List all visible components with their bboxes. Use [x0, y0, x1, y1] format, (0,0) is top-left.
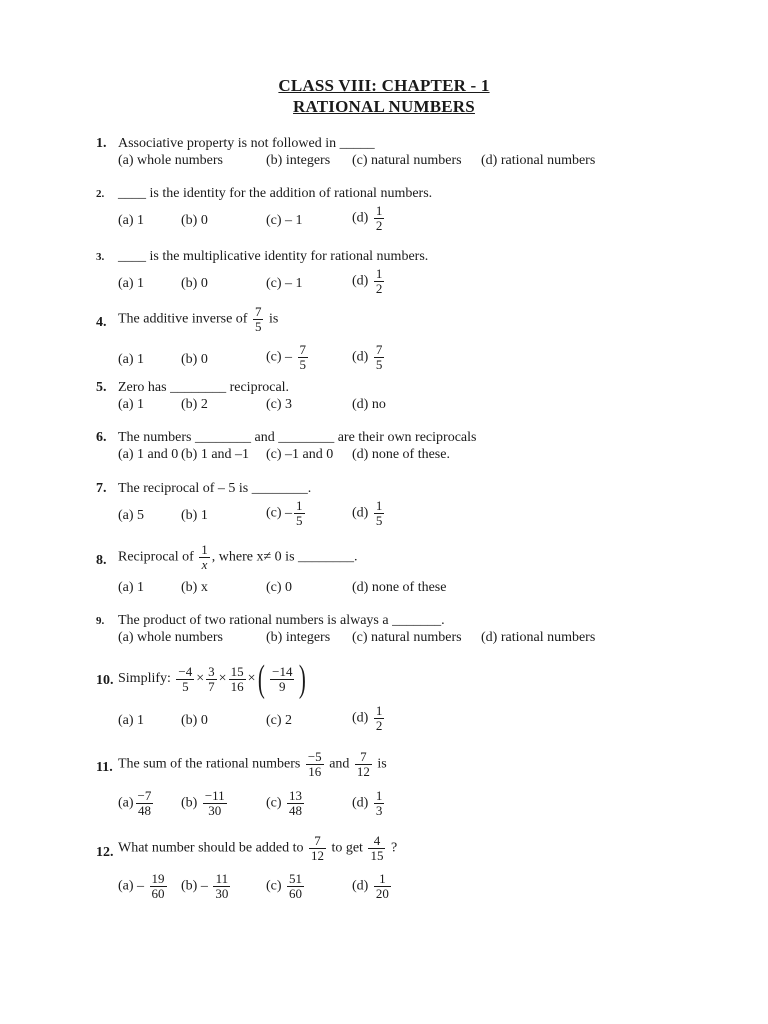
- option-d: (d) none of these.: [352, 447, 450, 462]
- question-number: 9.: [96, 615, 105, 627]
- option-c: (c) $\frac{13}{48}$: [266, 788, 303, 818]
- fraction: $\frac{1}{5}$: [375, 498, 383, 528]
- option-d: (d) $\frac{1}{20}$: [352, 871, 389, 901]
- fraction: $\frac{11}{30}$: [215, 871, 229, 901]
- question-text: ____ is the identity for the addition of rational numbers.: [118, 186, 433, 201]
- option-a: (a) whole numbers: [118, 153, 223, 168]
- question-text: Reciprocal of $\frac{1}{x}$ , where x≠ 0 is ________.: [118, 542, 358, 572]
- fraction: $\frac{19}{60}$: [151, 871, 165, 901]
- option-d: (d) $\frac{7}{5}$: [352, 342, 383, 372]
- question-text: Simplify: $\frac{-4}{5}$ × $\frac{3}{7}$ × $\frac{15}{16}$ ×( $\frac{-14}{9}$ ): [118, 658, 307, 700]
- question-text: The numbers ________ and ________ are their own reciprocals: [118, 430, 477, 445]
- fraction: $\frac{1}{2}$: [375, 266, 383, 296]
- fraction: $\frac{1}{2}$: [375, 703, 383, 733]
- option-a: (a) 1: [118, 352, 145, 367]
- page-subtitle: RATIONAL NUMBERS: [293, 97, 475, 116]
- option-c: (c) 0: [266, 580, 293, 595]
- option-a: (a) 5: [118, 508, 145, 523]
- fraction: $\frac{7}{5}$: [375, 342, 383, 372]
- fraction: $\frac{1}{x}$: [201, 542, 208, 572]
- fraction: $\frac{1}{2}$: [375, 203, 383, 233]
- question-text: The additive inverse of $\frac{7}{5}$ is: [118, 304, 279, 334]
- option-d: (d) none of these: [352, 580, 447, 595]
- option-a: (a) 1: [118, 713, 145, 728]
- question-number: 11.: [96, 760, 113, 775]
- option-a: (a) 1: [118, 213, 145, 228]
- option-c: (c) – 1: [266, 276, 303, 291]
- option-a: (a) $\frac{-7}{48}$: [118, 788, 152, 818]
- fraction: $\frac{1}{20}$: [375, 871, 389, 901]
- option-a: (a) – $\frac{19}{60}$: [118, 871, 165, 901]
- option-c: (c) – 1: [266, 213, 303, 228]
- question-number: 8.: [96, 553, 107, 568]
- option-b: (b) 0: [181, 713, 208, 728]
- option-c: (c) –1 and 0: [266, 447, 334, 462]
- option-b: (b) 1: [181, 508, 208, 523]
- option-b: (b) integers: [266, 153, 331, 168]
- option-c: (c) – $\frac{7}{5}$: [266, 342, 307, 372]
- option-b: (b) $\frac{-11}{30}$: [181, 788, 225, 818]
- option-b: (b) x: [181, 580, 208, 595]
- option-a: (a) 1: [118, 276, 145, 291]
- option-b: (b) – $\frac{11}{30}$: [181, 871, 229, 901]
- fraction: $\frac{4}{15}$: [370, 833, 384, 863]
- option-d: (d) $\frac{1}{2}$: [352, 703, 383, 733]
- option-c: (c) – $\frac{1}{5}$: [266, 498, 303, 528]
- fraction: $\frac{3}{7}$: [208, 663, 215, 694]
- fraction: $\frac{51}{60}$: [289, 871, 303, 901]
- question-text: The reciprocal of – 5 is ________.: [118, 481, 312, 496]
- option-c: (c) 3: [266, 397, 293, 412]
- question-number: 2.: [96, 188, 105, 200]
- fraction: $\frac{7}{12}$: [310, 833, 324, 863]
- option-d: (d) no: [352, 397, 386, 412]
- question-number: 5.: [96, 380, 107, 395]
- question-number: 12.: [96, 845, 114, 860]
- fraction: $\frac{-14}{9}$: [272, 663, 293, 694]
- page-title: CLASS VIII: CHAPTER - 1: [278, 76, 490, 95]
- option-c: (c) 2: [266, 713, 293, 728]
- question-text: The sum of the rational numbers $\frac{-5}{16}$ and $\frac{7}{12}$ is: [118, 749, 387, 779]
- fraction: $\frac{-11}{30}$: [204, 788, 225, 818]
- option-d: (d) rational numbers: [481, 630, 596, 645]
- option-c: (c) $\frac{51}{60}$: [266, 871, 303, 901]
- fraction: $\frac{-4}{5}$: [178, 663, 193, 694]
- option-b: (b) 0: [181, 213, 208, 228]
- fraction: $\frac{13}{48}$: [289, 788, 303, 818]
- option-d: (d) $\frac{1}{5}$: [352, 498, 383, 528]
- fraction: $\frac{15}{16}$: [230, 663, 244, 694]
- option-a: (a) 1: [118, 580, 145, 595]
- option-b: (b) 2: [181, 397, 208, 412]
- question-text: The product of two rational numbers is always a _______.: [118, 613, 445, 628]
- option-a: (a) 1 and 0: [118, 447, 179, 462]
- option-b: (b) integers: [266, 630, 331, 645]
- question-text: ____ is the multiplicative identity for rational numbers.: [118, 249, 429, 264]
- option-c: (c) natural numbers: [352, 630, 462, 645]
- question-text: Zero has ________ reciprocal.: [118, 380, 290, 395]
- option-a: (a) whole numbers: [118, 630, 223, 645]
- question-number: 3.: [96, 251, 105, 263]
- option-b: (b) 0: [181, 352, 208, 367]
- question-number: 7.: [96, 481, 107, 496]
- option-d: (d) $\frac{1}{3}$: [352, 788, 383, 818]
- question-number: 4.: [96, 315, 107, 330]
- option-c: (c) natural numbers: [352, 153, 462, 168]
- fraction: $\frac{1}{5}$: [296, 498, 303, 528]
- fraction: $\frac{1}{3}$: [375, 788, 383, 818]
- question-number: 1.: [96, 136, 107, 151]
- option-b: (b) 1 and –1: [181, 447, 250, 462]
- option-d: (d) rational numbers: [481, 153, 596, 168]
- question-number: 10.: [96, 673, 114, 688]
- fraction: $\frac{-7}{48}$: [137, 788, 152, 818]
- fraction: $\frac{-5}{16}$: [307, 749, 322, 779]
- fraction: $\frac{7}{5}$: [254, 304, 262, 334]
- fraction: $\frac{7}{12}$: [356, 749, 370, 779]
- fraction: $\frac{7}{5}$: [299, 342, 307, 372]
- option-d: (d) $\frac{1}{2}$: [352, 203, 383, 233]
- question-number: 6.: [96, 430, 107, 445]
- option-a: (a) 1: [118, 397, 145, 412]
- question-text: What number should be added to $\frac{7}{12}$ to get $\frac{4}{15}$ ?: [118, 833, 398, 863]
- option-d: (d) $\frac{1}{2}$: [352, 266, 383, 296]
- question-text: Associative property is not followed in _____: [118, 136, 375, 151]
- option-b: (b) 0: [181, 276, 208, 291]
